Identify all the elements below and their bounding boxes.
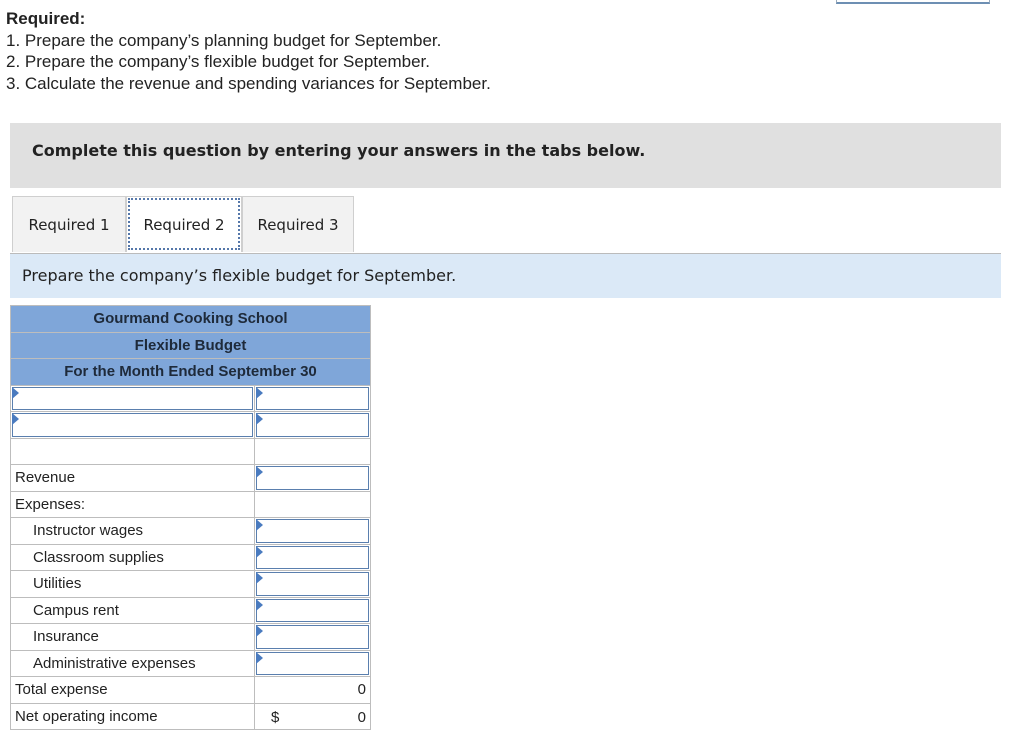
requirement-3: 3. Calculate the revenue and spending variances for September. xyxy=(6,73,491,93)
banner-text: Complete this question by entering your answers in the tabs below. xyxy=(32,141,646,160)
instruction-bar xyxy=(10,254,1001,298)
net-operating-income-cell xyxy=(255,703,371,730)
company-name: Gourmand Cooking School xyxy=(11,306,371,333)
dropdown-marker-icon xyxy=(256,599,263,611)
flexible-budget-table xyxy=(10,305,371,730)
tab-required-1[interactable]: Required 1 xyxy=(12,196,126,252)
campus-rent-input[interactable] xyxy=(255,597,371,624)
row-label-insurance: Insurance xyxy=(11,624,255,651)
header-label-input-1[interactable] xyxy=(11,385,255,412)
dropdown-marker-icon xyxy=(256,625,263,637)
blank-cell xyxy=(11,438,255,465)
row-label-administrative-expenses: Administrative expenses xyxy=(11,650,255,677)
requirements-title: Required: xyxy=(6,9,86,28)
tab-required-3[interactable]: Required 3 xyxy=(242,196,354,252)
currency-symbol: $ xyxy=(271,708,280,726)
dropdown-marker-icon xyxy=(256,546,263,558)
requirements-block xyxy=(6,8,491,94)
dropdown-marker-icon xyxy=(256,572,263,584)
dropdown-marker-icon xyxy=(256,466,263,478)
administrative-expenses-input[interactable] xyxy=(255,650,371,677)
requirement-1: 1. Prepare the company’s planning budget for September. xyxy=(6,30,442,50)
row-label-classroom-supplies: Classroom supplies xyxy=(11,544,255,571)
header-value-input-1[interactable] xyxy=(255,385,371,412)
requirement-2: 2. Prepare the company’s flexible budget for September. xyxy=(6,52,430,71)
statement-period: For the Month Ended September 30 xyxy=(11,359,371,386)
row-label-net-operating-income: Net operating income xyxy=(11,703,255,730)
blank-cell xyxy=(255,438,371,465)
dropdown-marker-icon xyxy=(256,387,263,399)
instructor-wages-input[interactable] xyxy=(255,518,371,545)
insurance-input[interactable] xyxy=(255,624,371,651)
row-label-instructor-wages: Instructor wages xyxy=(11,518,255,545)
utilities-input[interactable] xyxy=(255,571,371,598)
row-label-expenses: Expenses: xyxy=(11,491,255,518)
dropdown-marker-icon xyxy=(256,413,263,425)
instruction-text: Prepare the company’s flexible budget for September. xyxy=(22,266,457,285)
dropdown-marker-icon xyxy=(256,652,263,664)
blank-cell xyxy=(255,491,371,518)
row-label-total-expense: Total expense xyxy=(11,677,255,704)
header-value-input-2[interactable] xyxy=(255,412,371,439)
instructions-banner xyxy=(10,123,1001,188)
tab-required-2[interactable]: Required 2 xyxy=(126,196,242,252)
row-label-campus-rent: Campus rent xyxy=(11,597,255,624)
row-label-revenue: Revenue xyxy=(11,465,255,492)
statement-title: Flexible Budget xyxy=(11,332,371,359)
net-operating-income-value: 0 xyxy=(357,708,366,726)
dropdown-marker-icon xyxy=(12,387,19,399)
dropdown-marker-icon xyxy=(12,413,19,425)
classroom-supplies-input[interactable] xyxy=(255,544,371,571)
total-expense-value: 0 xyxy=(255,677,371,704)
top-scroll-indicator xyxy=(836,0,990,4)
row-label-utilities: Utilities xyxy=(11,571,255,598)
header-label-input-2[interactable] xyxy=(11,412,255,439)
dropdown-marker-icon xyxy=(256,519,263,531)
revenue-input[interactable] xyxy=(255,465,371,492)
